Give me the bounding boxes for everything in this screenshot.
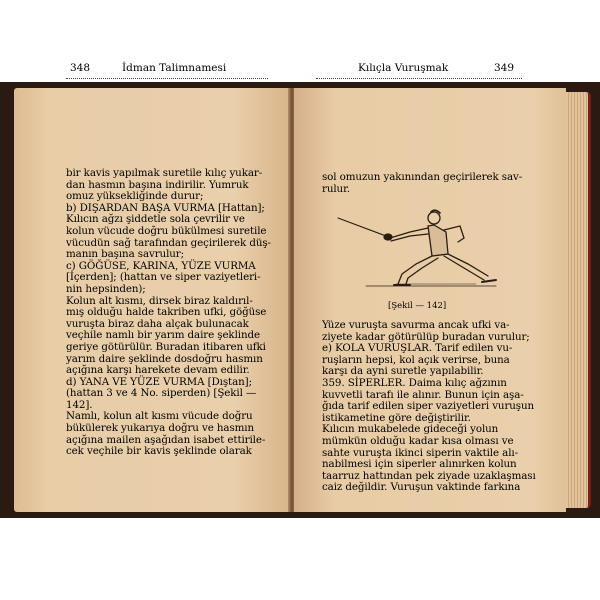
text-line: ğıda tarif edilen siper vaziyetleri vuruşun [322,400,535,413]
text-line: geriye götürülür. Buradan itibaren ufki [66,340,266,353]
text-line: d) YANA VE YÜZE VURMA [Dıştan]; [66,375,252,388]
right-running-title: Kılıçla Vuruşmak [358,62,449,74]
text-line: c) GÖĞÜSE, KARINA, YÜZE VURMA [66,259,256,272]
text-line: kuvvetli tarafı ile alınır. Bunun için aşa- [322,388,524,401]
left-body-text [66,168,271,458]
fencer-illustration [336,198,508,294]
text-line: veçhile namlı bir yarım daire şeklinde [66,329,260,342]
text-line: rulur. [322,182,350,195]
left-header-rule [66,78,268,79]
text-line: 142]. [66,398,93,411]
text-line: açığına mailen aşağıdan isabet ettirile- [66,433,266,446]
right-top-text [322,172,522,195]
text-line: Kılıcın mukabelede gideceği yolun [322,423,499,436]
page-edges [566,92,591,508]
text-line: Namlı, kolun alt kısmı vücude doğru [66,410,253,423]
text-line: yarım daire şeklinde dosdoğru hasmın [66,352,263,365]
left-page-number: 348 [70,62,91,74]
text-line: cek veçhile bir kavis şeklinde olarak [66,445,252,458]
text-line: vuruşta biraz daha alçak bulunacak [66,317,249,330]
text-line: kolun vücude doğru bükülmesi suretile [66,224,267,237]
text-line: e) KOLA VURUŞLAR. Tarif edilen vu- [322,342,513,355]
right-page-number: 349 [494,62,515,74]
text-line: manın başına savrulur; [66,248,184,261]
text-line: ziyete kadar götürülüp buradan vurulur; [322,330,530,343]
text-line: b) DIŞARDAN BAŞA VURMA [Hattan]; [66,201,265,214]
text-line: caiz değildir. Vuruşun vaktinde farkına [322,481,521,494]
text-line: mış olduğu halde takriben ufki, göğüse [66,306,267,319]
left-running-title: İdman Talimnamesi [122,62,227,74]
text-line: sol omuzun yakınından geçirilerek sav- [322,171,523,183]
text-line: karşı da ayni suretle yapılabilir. [322,365,484,378]
text-line: 359. SİPERLER. Daima kılıç ağzının [322,376,507,389]
text-line: (hattan 3 ve 4 No. siperden) [Şekil — [66,387,257,400]
text-line: omuz yüksekliğinde durur; [66,190,204,203]
text-line: bir kavis yapılmak suretile kılıç yukar- [66,167,263,179]
text-line: taarruz hattından pek ziyade uzaklaşması [322,469,536,482]
text-line: vücudün sağ tarafından geçirilerek düş- [66,236,271,249]
text-line: Kılıcın ağzı şiddetle sola çevrilir ve [66,213,245,226]
text-line: Yüze vuruşta savurma ancak ufki va- [322,319,510,331]
text-line: nabilmesi için siperler alınırken kolun [322,458,517,471]
text-line: nin hepsinden); [66,282,146,295]
text-line: [İçerden]; (hattan ve siper vaziyetleri- [66,271,261,284]
text-line: ruşların hepsi, kol açık verirse, buna [322,353,510,366]
text-line: Kolun alt kısmı, dirsek biraz kaldırıl- [66,294,253,307]
text-line: dan hasmın başına indirilir. Yumruk [66,178,249,191]
text-line: açığına karşı harekete devam edilir. [66,364,250,377]
text-line: bükülerek yukarıya doğru ve hasmın [66,422,255,435]
text-line: mümkün olduğu kadar kısa olması ve [322,434,514,447]
right-header-rule [316,78,522,79]
figure-caption: [Şekil — 142] [388,301,447,311]
text-line: istikametine göre değiştirilir. [322,411,471,424]
text-line: sahte vuruşta ikinci siperin vaktile alı- [322,446,518,459]
right-body-text [322,320,536,494]
